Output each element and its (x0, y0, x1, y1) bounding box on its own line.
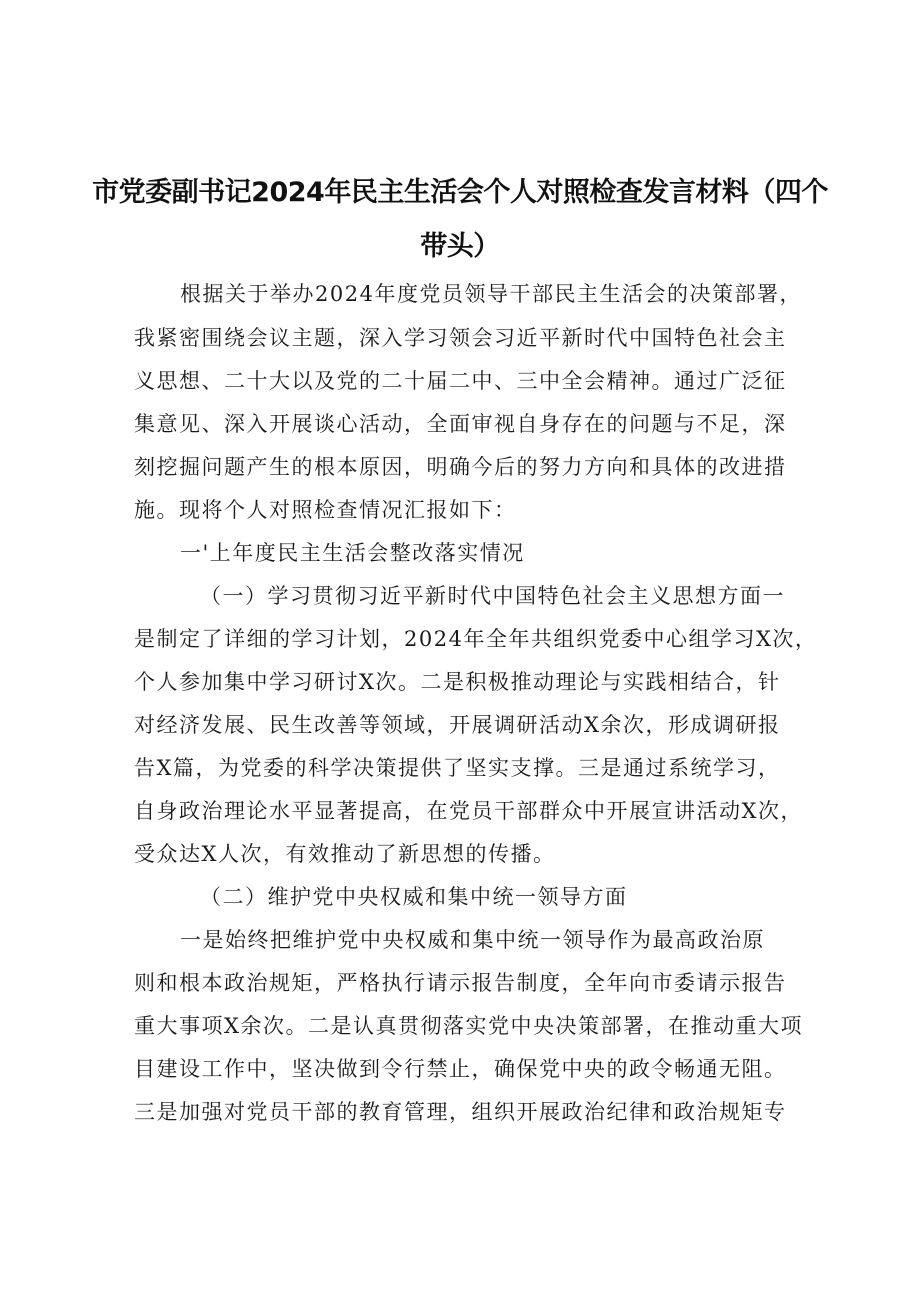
paragraph-line: 自身政治理论水平显著提高，在党员干部群众中开展宣讲活动X次， (134, 799, 803, 823)
section-heading: 一'上年度民主生活会整改落实情况 (180, 541, 525, 565)
paragraph-line: 根据关于举办2024年度党员领导干部民主生活会的决策部署， (180, 282, 802, 306)
subsection-heading: （二）维护党中央权威和集中统一领导方面 (200, 885, 628, 909)
paragraph-line: 刻挖掘问题产生的根本原因，明确今后的努力方向和具体的改进措 (134, 455, 787, 479)
paragraph-line: 一是始终把维护党中央权威和集中统一领导作为最高政治原 (180, 928, 765, 952)
paragraph-line: 受众达X人次，有效推动了新思想的传播。 (134, 842, 556, 866)
paragraph-line: 对经济发展、民生改善等领域，开展调研活动X余次，形成调研报 (134, 713, 781, 737)
paragraph-line: 个人参加集中学习研讨X次。二是积极推动理论与实践相结合，针 (134, 670, 781, 694)
paragraph-line: 施。现将个人对照检查情况汇报如下： (134, 498, 517, 522)
paragraph-line: 是制定了详细的学习计划，2024年全年共组织党委中心组学习X次， (134, 627, 818, 651)
paragraph-line: 集意见、深入开展谈心活动，全面审视自身存在的问题与不足，深 (134, 412, 787, 436)
paragraph-line: 告X篇，为党委的科学决策提供了坚实支撑。三是通过系统学习， (134, 756, 781, 780)
paragraph-line: 三是加强对党员干部的教育管理，组织开展政治纪律和政治规矩专 (134, 1100, 787, 1124)
paragraph-line: 义思想、二十大以及党的二十届二中、三中全会精神。通过广泛征 (134, 369, 787, 393)
subsection-heading: （一）学习贯彻习近平新时代中国特色社会主义思想方面一 (200, 584, 785, 608)
paragraph-line: 我紧密围绕会议主题，深入学习领会习近平新时代中国特色社会主 (134, 326, 787, 350)
document-title-line-2: 带头） (420, 231, 500, 262)
paragraph-line: 目建设工作中，坚决做到令行禁止，确保党中央的政令畅通无阻。 (134, 1057, 787, 1081)
paragraph-line: 重大事项X余次。二是认真贯彻落实党中央决策部署，在推动重大项 (134, 1014, 803, 1038)
paragraph-line: 则和根本政治规矩，严格执行请示报告制度，全年向市委请示报告 (134, 971, 787, 995)
document-title-line-1: 市党委副书记2024年民主生活会个人对照检查发言材料（四个 (92, 177, 828, 208)
